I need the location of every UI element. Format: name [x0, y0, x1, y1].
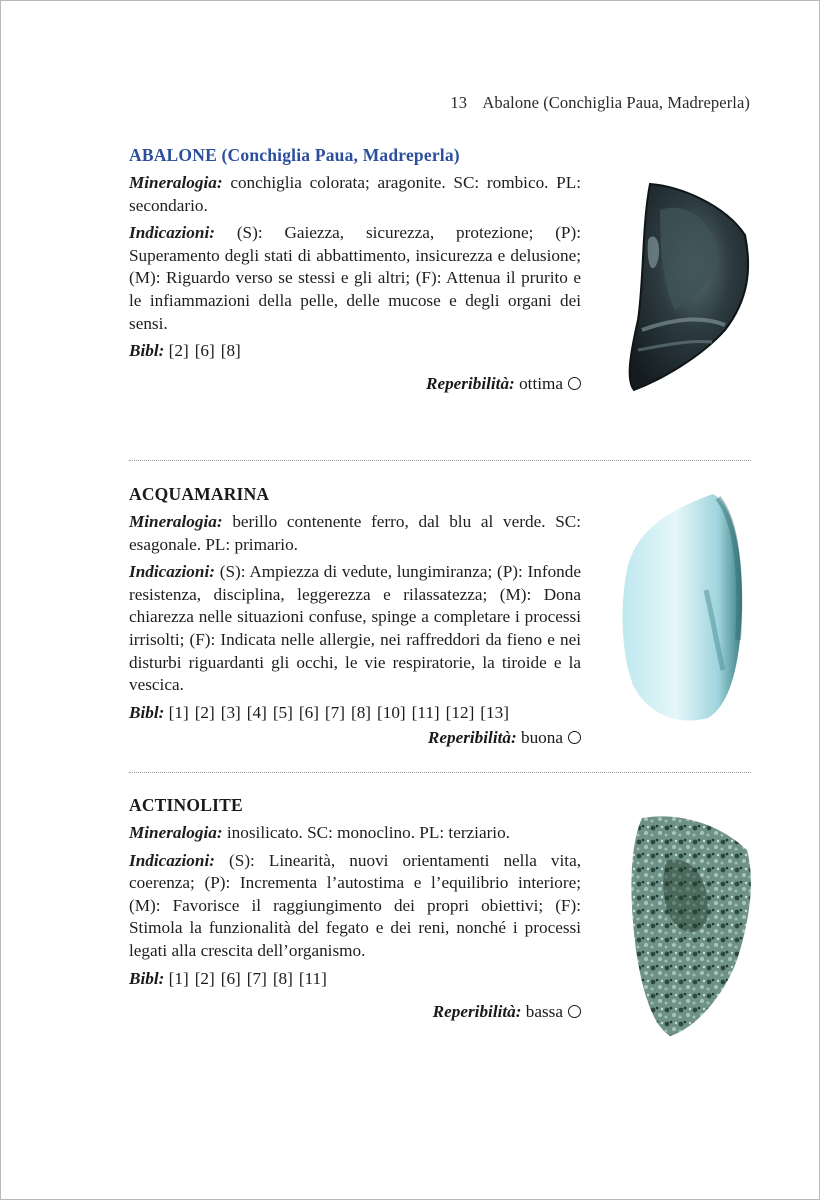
- aquamarine-stone-image: [618, 490, 748, 725]
- bibliography-label: Bibl:: [129, 702, 165, 722]
- availability-value: buona: [520, 727, 563, 747]
- bibliography: [129, 702, 581, 724]
- indications-label: Indicazioni:: [129, 562, 215, 582]
- bibliography-ref: [6]: [194, 341, 215, 361]
- bibliography-ref: [13]: [480, 702, 509, 722]
- bibliography-ref: [11]: [298, 968, 327, 988]
- mineralogy-value: berillo contenente ferro, dal blu al verde. SC: esagonale. PL: primario.: [129, 512, 582, 554]
- entry-actinolite: [129, 795, 581, 1022]
- mineralogy-text: [129, 172, 581, 217]
- mineralogy-value: conchiglia colorata; aragonite. SC: rombico. PL: secondario.: [129, 173, 582, 215]
- mineralogy-text: [129, 511, 581, 556]
- bibliography-ref: [8]: [350, 702, 372, 722]
- bibliography-ref: [8]: [220, 341, 241, 361]
- availability-value: bassa: [525, 1001, 563, 1021]
- entry-abalone: [129, 145, 581, 394]
- mineralogy-label: Mineralogia:: [129, 173, 223, 192]
- availability-label: Reperibilità:: [427, 727, 517, 747]
- bibliography-ref: [1]: [168, 968, 189, 988]
- aquamarine-shape: [623, 494, 743, 721]
- bibliography-ref: [2]: [194, 702, 215, 722]
- availability-circle-icon: [568, 1005, 581, 1018]
- bibliography-ref: [7]: [324, 702, 345, 722]
- mineralogy-text: [129, 822, 581, 845]
- bibliography-ref: [1]: [168, 702, 189, 722]
- availability-circle-icon: [568, 377, 581, 390]
- indications-label: Indicazioni:: [129, 223, 215, 243]
- mineralogy-value: inosilicato. SC: monoclino. PL: terziario.: [226, 823, 510, 842]
- availability-label: Reperibilità:: [432, 1001, 522, 1021]
- entry-title: ACQUAMARINA: [129, 484, 270, 504]
- indications-value: (S): Linearità, nuovi orientamenti nella vita, coerenza; (P): Incrementa l’autostima e l’equilibrio interiore; (M): Favorisce il raggiungimento dei propri obiettivi; (F): Stimola la funzionalità del fegato e dei reni, nonché i processi legati alla crescita dell’organismo.: [129, 850, 581, 960]
- page-number: 13: [450, 93, 468, 112]
- indications-text: [129, 850, 581, 963]
- indications-label: Indicazioni:: [129, 850, 215, 870]
- bibliography-ref: [7]: [246, 968, 267, 988]
- section-divider: [129, 460, 751, 461]
- entry-title: ACTINOLITE: [129, 795, 243, 815]
- indications-value: (S): Ampiezza di vedute, lungimiranza; (P): Infonde resistenza, disciplina, leggerezza e rilassatezza; (M): Dona chiarezza nelle situazioni confuse, spinge a completare i processi irrisolti; (F): Indicata nelle allergie, nei raffreddori da fieno e nei disturbi riguardanti gli occhi, le vie respiratorie, la tiroide e la vescica.: [129, 562, 581, 695]
- section-divider: [129, 772, 751, 773]
- mineralogy-label: Mineralogia:: [129, 512, 223, 531]
- bibliography-ref: [3]: [220, 702, 241, 722]
- entry-title: ABALONE (Conchiglia Paua, Madreperla): [129, 145, 460, 165]
- availability-value: ottima: [519, 374, 563, 394]
- bibliography-ref: [6]: [220, 968, 241, 988]
- running-header: [450, 93, 750, 113]
- abalone-shell-image: [620, 180, 760, 395]
- bibliography: [129, 968, 581, 990]
- availability-circle-icon: [568, 731, 581, 744]
- bibliography-ref: [10]: [377, 702, 406, 722]
- bibliography-label: Bibl:: [129, 968, 165, 988]
- indications-text: [129, 561, 581, 697]
- availability-label: Reperibilità:: [425, 374, 515, 394]
- bibliography-label: Bibl:: [129, 341, 165, 361]
- bibliography-ref: [8]: [272, 968, 293, 988]
- availability: [129, 374, 581, 394]
- bibliography-ref: [6]: [298, 702, 319, 722]
- entry-acquamarina: [129, 484, 581, 748]
- bibliography-ref: [2]: [194, 968, 215, 988]
- running-title: Abalone (Conchiglia Paua, Madreperla): [482, 93, 750, 112]
- mineralogy-label: Mineralogia:: [129, 823, 223, 842]
- bibliography-ref: [5]: [272, 702, 293, 722]
- bibliography-ref: [11]: [411, 702, 440, 722]
- bibliography-ref: [2]: [168, 341, 189, 361]
- indications-text: [129, 222, 581, 335]
- indications-value: (S): Gaiezza, sicurezza, protezione; (P): Superamento degli stati di abbattimento, insicurezza e delusione; (M): Riguardo verso se stessi e gli altri; (F): Attenua il prurito e le infiammazioni della pelle, delle mucose e degli organi dei sensi.: [129, 223, 581, 333]
- bibliography: [129, 340, 581, 362]
- bibliography-ref: [4]: [246, 702, 267, 722]
- availability: [129, 728, 581, 748]
- availability: [129, 1002, 581, 1022]
- actinolite-stone-image: [622, 810, 757, 1040]
- bibliography-ref: [12]: [445, 702, 475, 722]
